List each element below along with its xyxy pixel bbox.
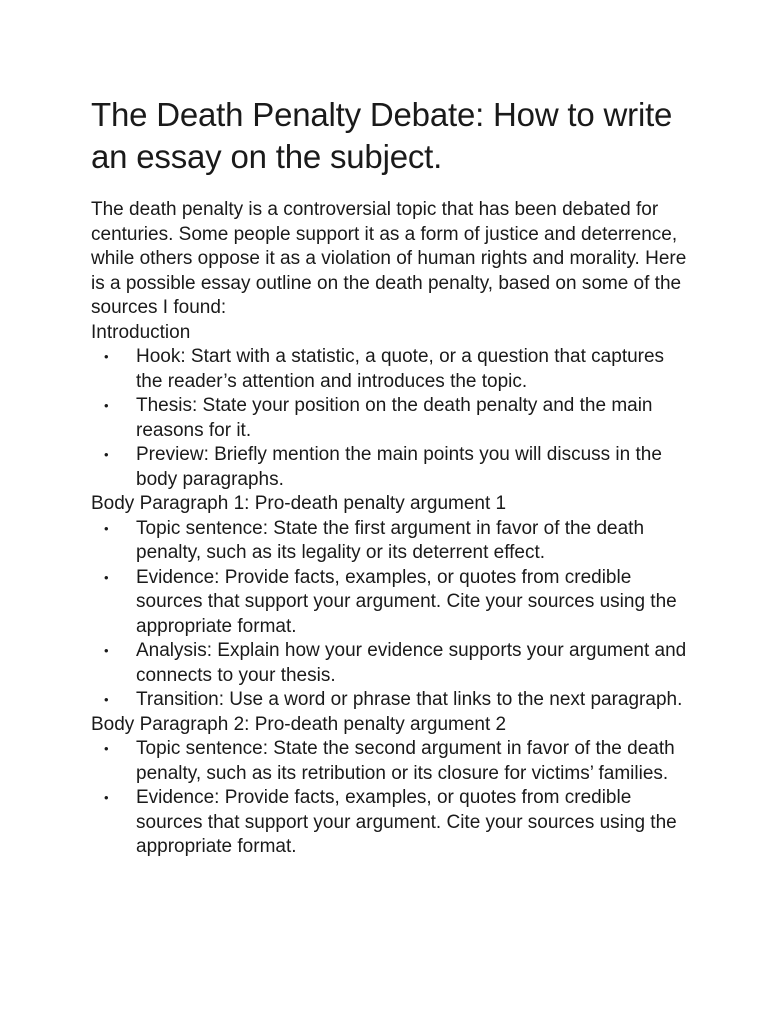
list-item: [91, 394, 691, 443]
section-introduction: [91, 321, 691, 493]
bullet-icon: •: [104, 790, 109, 805]
list-item-text: Topic sentence: State the first argument in favor of the death penalty, such as its legality or its deterrent effect.: [136, 517, 645, 563]
list-item-text: Hook: Start with a statistic, a quote, or a question that captures the reader’s attention and introduces the topic.: [136, 346, 665, 392]
list-item: [91, 786, 691, 860]
section-heading: Body Paragraph 1: Pro-death penalty argument 1: [91, 493, 507, 514]
list-item-text: Evidence: Provide facts, examples, or quotes from credible sources that support your argument. Cite your sources using the appropriate format.: [136, 566, 677, 637]
list-item-text: Analysis: Explain how your evidence supports your argument and connects to your thesis.: [136, 640, 687, 686]
bullet-icon: •: [104, 569, 109, 585]
list-item: [91, 566, 691, 640]
bullet-list: [91, 737, 691, 860]
list-item-text: Thesis: State your position on the death penalty and the main reasons for it.: [136, 395, 653, 441]
list-item-text: Evidence: Provide facts, examples, or quotes from credible sources that support your argument. Cite your sources using the appropriate format.: [136, 787, 677, 857]
bullet-icon: •: [104, 349, 109, 364]
bullet-list: [91, 517, 691, 713]
list-item: [91, 443, 691, 492]
section-body-paragraph-1: [91, 492, 691, 713]
bullet-icon: •: [104, 447, 109, 462]
bullet-icon: •: [104, 692, 109, 707]
bullet-icon: •: [104, 398, 109, 413]
section-heading: Body Paragraph 2: Pro-death penalty argument 2: [91, 713, 507, 735]
list-item-text: Preview: Briefly mention the main points you will discuss in the body paragraphs.: [136, 444, 662, 490]
document-title: The Death Penalty Debate: How to write an essay on the subject.: [91, 96, 673, 175]
list-item-text: Topic sentence: State the second argument in favor of the death penalty, such as its retribution or its closure for victims’ families.: [136, 738, 675, 784]
list-item: [91, 688, 691, 713]
list-item: [91, 517, 691, 566]
section-heading: Introduction: [91, 321, 191, 343]
bullet-list: [91, 345, 691, 492]
bullet-icon: •: [104, 643, 109, 658]
list-item: [91, 345, 691, 394]
list-item: [91, 737, 691, 786]
document-page: [91, 94, 691, 860]
list-item: [91, 639, 691, 688]
section-body-paragraph-2: [91, 713, 691, 860]
list-item-text: Transition: Use a word or phrase that links to the next paragraph.: [136, 689, 683, 710]
bullet-icon: •: [104, 520, 109, 536]
bullet-icon: •: [104, 741, 109, 756]
intro-paragraph: The death penalty is a controversial topic that has been debated for centuries. Some people support it as a form of justice and deterrence, while others oppose it as a violation of human rights and morality. Here is a possible essay outline on the death penalty, based on some of the sources I found:: [91, 199, 687, 318]
